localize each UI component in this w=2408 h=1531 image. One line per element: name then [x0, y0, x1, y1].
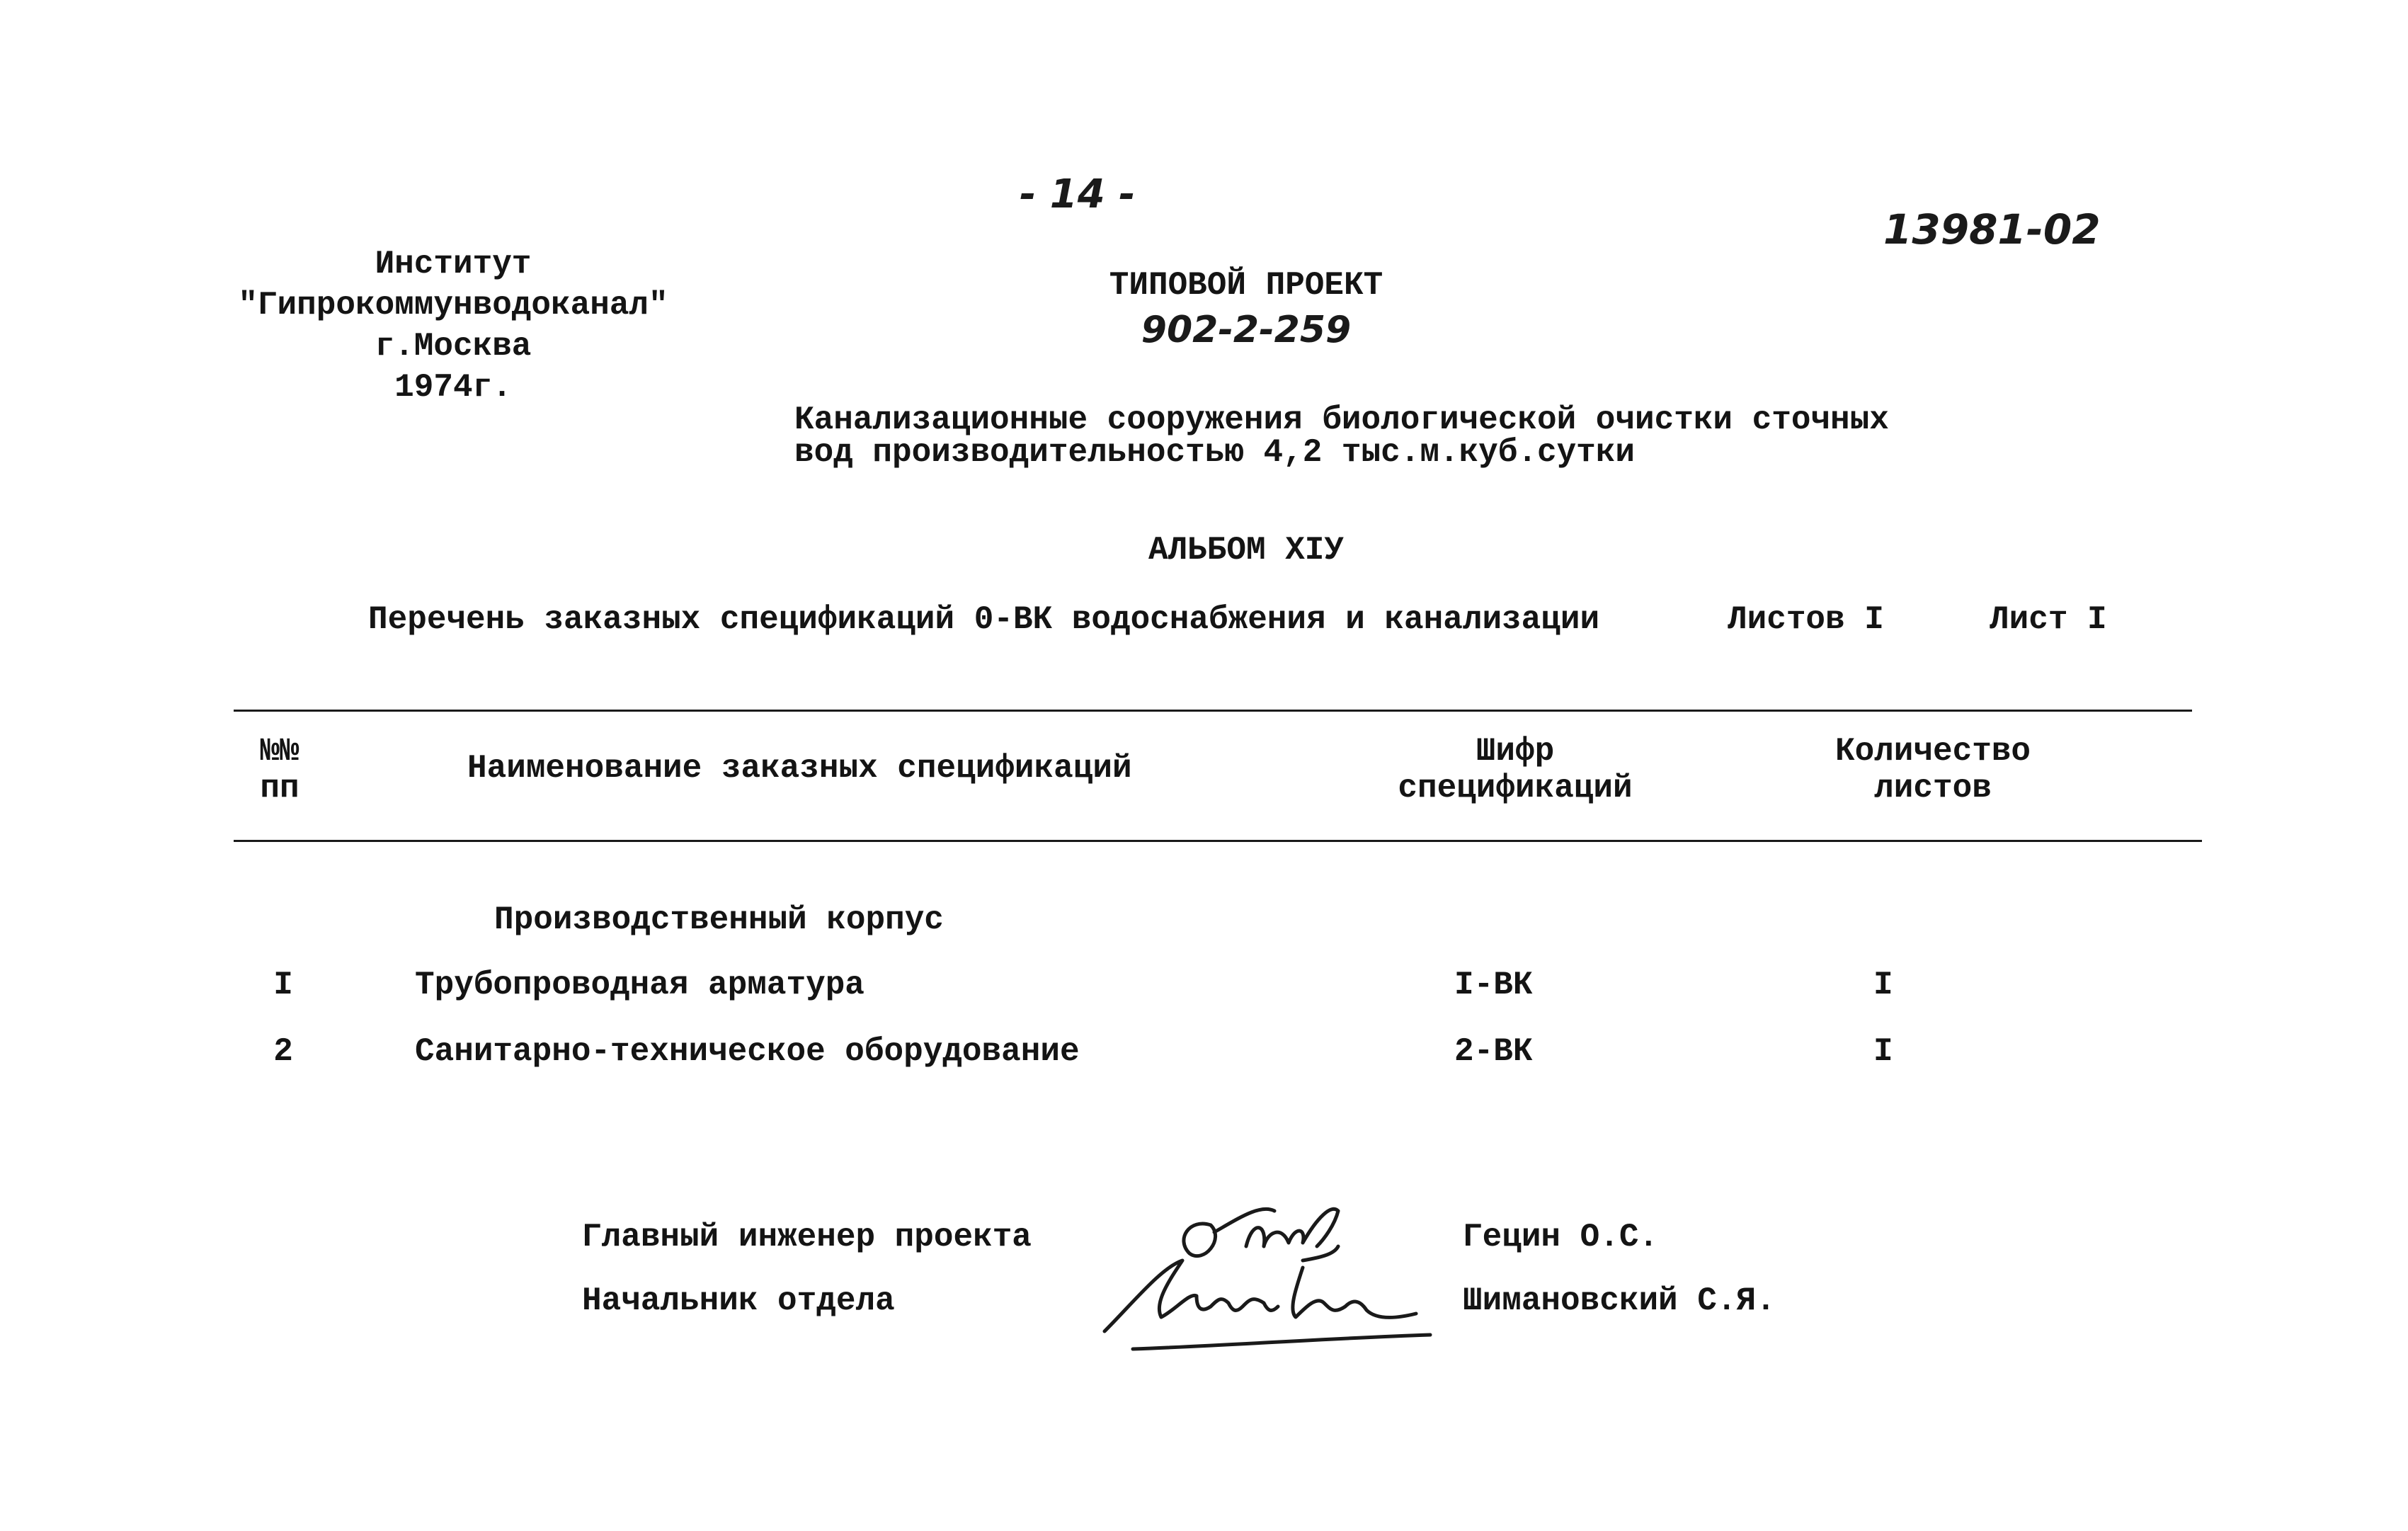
header-num — [234, 734, 326, 807]
table-header-rule — [234, 840, 2202, 842]
table-row-2-count: I — [1873, 1033, 1893, 1070]
list-title: Перечень заказных спецификаций 0-ВК водоснабжения и канализации — [368, 601, 1600, 638]
signature-name-2: Шимановский С.Я. — [1463, 1282, 1776, 1319]
signature-1-stroke — [1184, 1209, 1338, 1256]
table-row-2-code: 2-ВК — [1454, 1033, 1533, 1070]
header-name: Наименование заказных спецификаций — [467, 750, 1132, 787]
header-code-line-1: Шифр — [1476, 733, 1555, 770]
table-row-2-name: Санитарно-техническое оборудование — [415, 1033, 1080, 1070]
table-top-rule — [234, 710, 2192, 712]
institute-city: г.Москва — [375, 328, 532, 365]
section-title: Производственный корпус — [494, 901, 944, 938]
institute-label: Институт — [375, 246, 532, 283]
header-num-line-2: пп — [260, 770, 299, 807]
description-line-1: Канализационные сооружения биологической очистки сточных — [794, 402, 1889, 438]
album-title: АЛЬБОМ XIУ — [1148, 532, 1345, 569]
signature-1-tail — [1303, 1246, 1338, 1260]
page-number: - 14 - — [1020, 171, 1136, 217]
header-code-line-2: спецификаций — [1398, 770, 1633, 807]
institute-year: 1974г. — [394, 369, 512, 406]
institute-block — [212, 246, 694, 411]
signature-2-second-part — [1293, 1268, 1416, 1317]
sheet-number: Лист I — [1990, 601, 2107, 638]
handwritten-signatures — [1090, 1176, 1459, 1360]
project-description — [794, 402, 1889, 471]
header-count — [1813, 734, 2053, 807]
document-code: 13981-02 — [1883, 205, 2101, 254]
signature-role-1: Главный инженер проекта — [582, 1219, 1032, 1256]
header-code — [1359, 734, 1671, 807]
signature-2-stroke — [1105, 1260, 1278, 1331]
signature-role-2: Начальник отдела — [582, 1282, 895, 1319]
project-title: ТИПОВОЙ ПРОЕКТ — [1109, 267, 1383, 304]
header-num-line-1: №№ — [260, 733, 299, 770]
description-line-2: вод производительностью 4,2 тыс.м.куб.сутки — [794, 434, 1635, 471]
institute-name: "Гипрокоммунводоканал" — [238, 287, 668, 324]
signature-name-1: Гецин О.С. — [1463, 1219, 1659, 1256]
sheets-total: Листов I — [1728, 601, 1884, 638]
table-row-1-num: I — [273, 967, 293, 1003]
table-row-1-code: I-ВК — [1454, 967, 1533, 1003]
table-row-2-num: 2 — [273, 1033, 293, 1070]
signature-2-underline — [1133, 1335, 1430, 1349]
header-count-line-2: листов — [1874, 770, 1992, 807]
project-number: 902-2-259 — [1141, 309, 1352, 351]
table-row-1-name: Трубопроводная арматура — [415, 967, 865, 1003]
header-count-line-1: Количество — [1834, 733, 2031, 770]
table-row-1-count: I — [1873, 967, 1893, 1003]
